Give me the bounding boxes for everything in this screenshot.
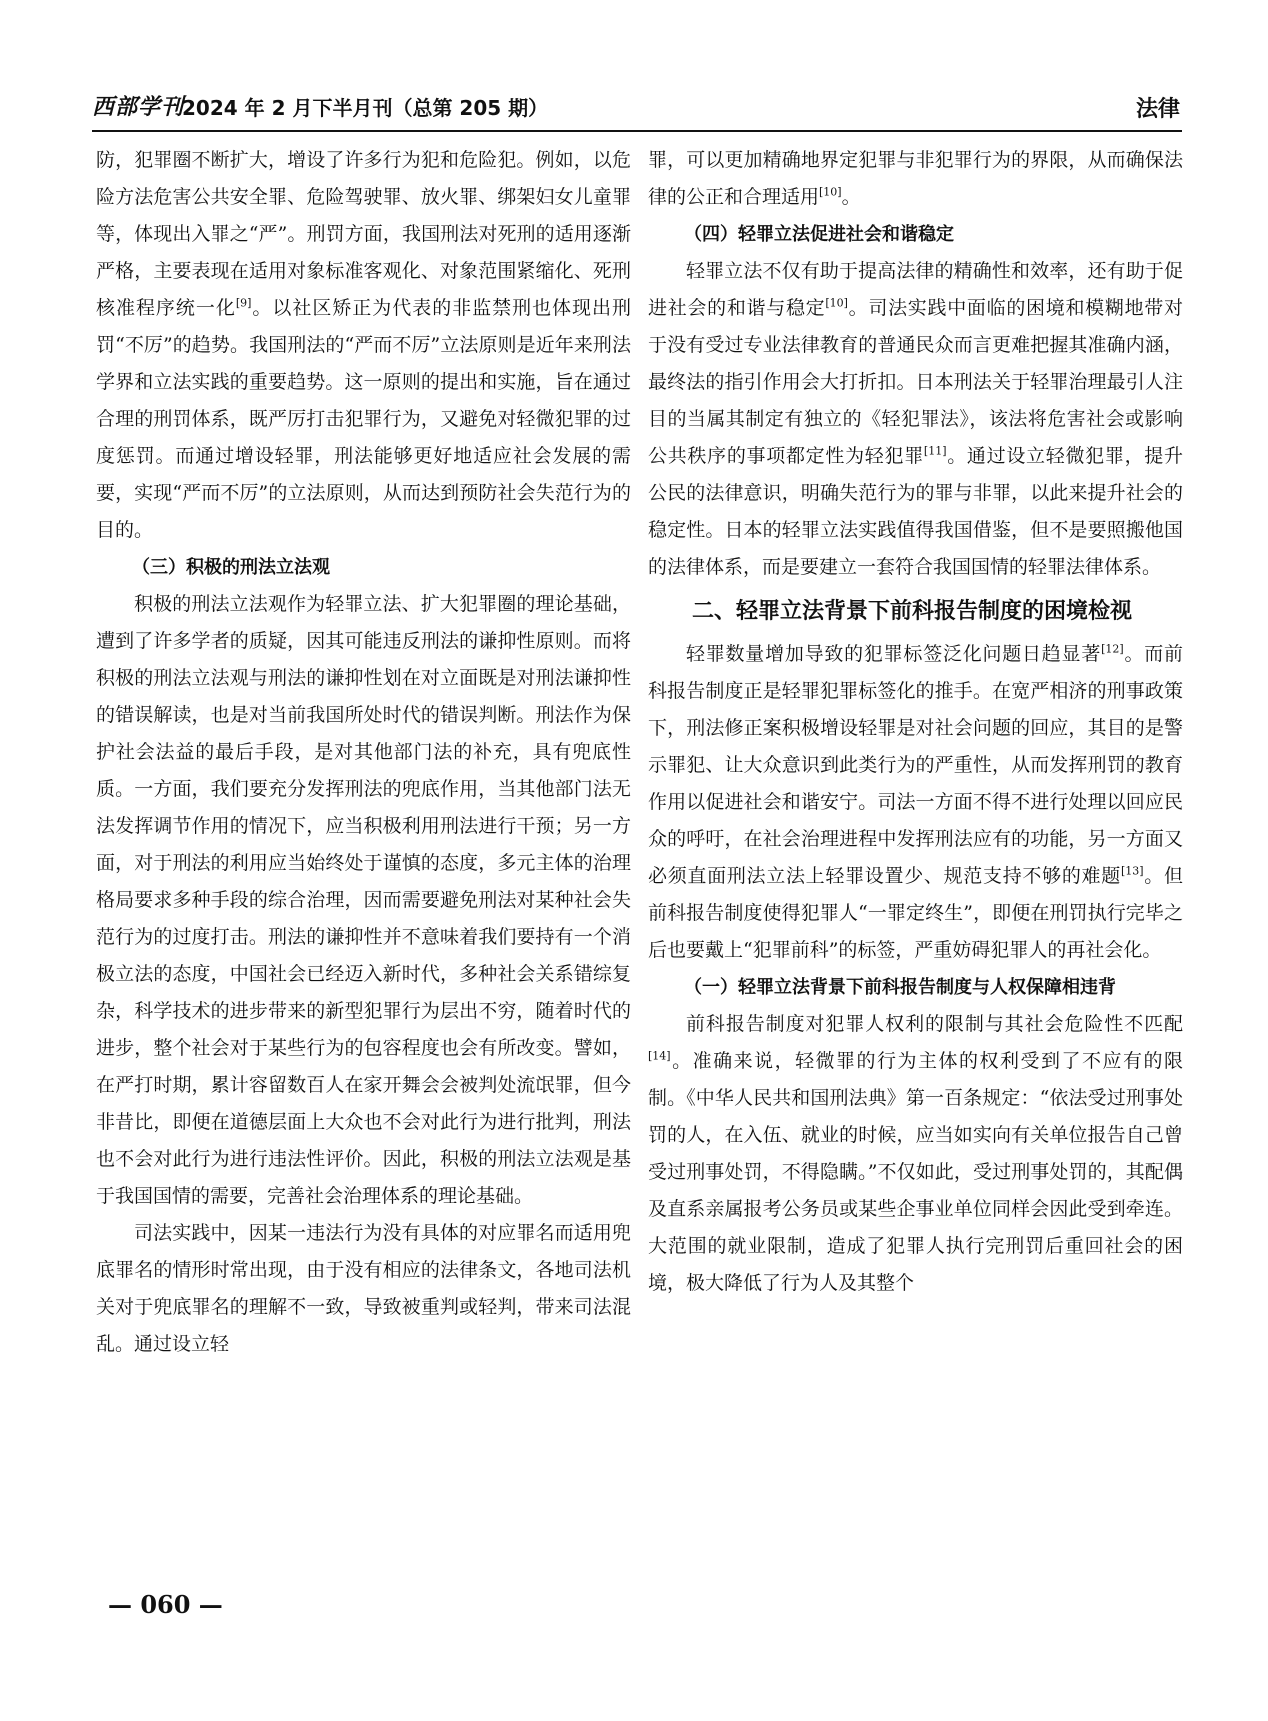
citation-ref: [10] <box>819 185 842 199</box>
citation-ref: [13] <box>1120 864 1144 878</box>
citation-ref: [14] <box>648 1049 671 1063</box>
paragraph-text: 。准确来说，轻微罪的行为主体的权利受到了不应有的限制。《中华人民共和国刑法典》第一百条规定：“依法受过刑事处罚的人，在入伍、就业的时候，应当如实向有关单位报告自己曾受过刑事处罚，不得隐瞒。”不仅如此，受过刑事处罚的，其配偶及直系亲属报考公务员或某些企事业单位同样会因此受到牵连。大范围的就业限制，造成了犯罪人执行完刑罚后重回社会的困境，极大降低了行为人及其整个 <box>648 1050 1183 1294</box>
citation-ref: [10] <box>825 296 848 310</box>
body-paragraph <box>648 142 1183 216</box>
paragraph-text: 。通过设立轻微犯罪，提升公民的法律意识，明确失范行为的罪与非罪，以此来提升社会的稳定性。日本的轻罪立法实践值得我国借鉴，但不是要照搬他国的法律体系，而是要建立一套符合我国国情的轻罪法律体系。 <box>648 445 1183 578</box>
section-tag: 法律 <box>1135 97 1180 122</box>
page-header <box>92 90 1182 132</box>
citation-ref: [11] <box>923 444 947 458</box>
page-number: — 060 — <box>108 1590 223 1619</box>
body-paragraph <box>96 142 631 549</box>
paragraph-text: 司法实践中，因某一违法行为没有具体的对应罪名而适用兜底罪名的情形时常出现，由于没有相应的法律条文，各地司法机关对于兜底罪名的理解不一致，导致被重判或轻判，带来司法混乱。通过设立轻 <box>96 1222 631 1355</box>
paragraph-text: 罪，可以更加精确地界定犯罪与非犯罪行为的界限，从而确保法律的公正和合理适用 <box>648 149 1183 208</box>
paragraph-text: 轻罪立法不仅有助于提高法律的精确性和效率，还有助于促进社会的和谐与稳定 <box>648 260 1183 319</box>
body-paragraph <box>648 253 1183 586</box>
paragraph-text: 前科报告制度对犯罪人权利的限制与其社会危险性不匹配 <box>686 1013 1183 1035</box>
citation-ref: [9] <box>235 296 252 310</box>
paragraph-text: 轻罪数量增加导致的犯罪标签泛化问题日趋显著 <box>686 643 1102 665</box>
body-paragraph <box>648 1006 1183 1302</box>
paragraph-text: 。但前科报告制度使得犯罪人“一罪定终生”，即便在刑罚执行完毕之后也要戴上“犯罪前科”的标签，严重妨碍犯罪人的再社会化。 <box>648 865 1183 961</box>
section-heading: 二、轻罪立法背景下前科报告制度的困境检视 <box>692 599 1133 624</box>
left-column <box>96 142 631 1363</box>
journal-issue: 2024 年 2 月下半月刊（总第 205 期） <box>182 96 549 120</box>
paragraph-text: 积极的刑法立法观作为轻罪立法、扩大犯罪圈的理论基础，遭到了许多学者的质疑，因其可能违反刑法的谦抑性原则。而将积极的刑法立法观与刑法的谦抑性划在对立面既是对刑法谦抑性的错误解读，也是对当前我国所处时代的错误判断。刑法作为保护社会法益的最后手段，是对其他部门法的补充，具有兜底性质。一方面，我们要充分发挥刑法的兜底作用，当其他部门法无法发挥调节作用的情况下，应当积极利用刑法进行干预；另一方面，对于刑法的利用应当始终处于谨慎的态度，多元主体的治理格局要求多种手段的综合治理，因而需要避免刑法对某种社会失范行为的过度打击。刑法的谦抑性并不意味着我们要持有一个消极立法的态度，中国社会已经迈入新时代，多种社会关系错综复杂，科学技术的进步带来的新型犯罪行为层出不穷，随着时代的进步，整个社会对于某些行为的包容程度也会有所改变。譬如，在严打时期，累计容留数百人在家开舞会会被判处流氓罪，但今非昔比，即便在道德层面上大众也不会对此行为进行批判，刑法也不会对此行为进行违法性评价。因此，积极的刑法立法观是基于我国国情的需要，完善社会治理体系的理论基础。 <box>96 593 631 1207</box>
right-column <box>648 142 1183 1302</box>
body-paragraph <box>96 1215 631 1363</box>
paragraph-text: 。而前科报告制度正是轻罪犯罪标签化的推手。在宽严相济的刑事政策下，刑法修正案积极增设轻罪是对社会问题的回应，其目的是警示罪犯、让大众意识到此类行为的严重性，从而发挥刑罚的教育作用以促进社会和谐安宁。司法一方面不得不进行处理以回应民众的呼吁，在社会治理进程中发挥刑法应有的功能，另一方面又必须直面刑法立法上轻罪设置少、规范支持不够的难题 <box>648 643 1183 887</box>
subsection-heading: （一）轻罪立法背景下前科报告制度与人权保障相违背 <box>684 977 1116 998</box>
citation-ref: [12] <box>1101 642 1124 656</box>
paragraph-text: 。司法实践中面临的困境和模糊地带对于没有受过专业法律教育的普通民众而言更难把握其准确内涵，最终法的指引作用会大打折扣。日本刑法关于轻罪治理最引人注目的当属其制定有独立的《轻犯罪法》，该法将危害社会或影响公共秩序的事项都定性为轻犯罪 <box>648 297 1183 467</box>
body-paragraph <box>648 636 1183 969</box>
paragraph-text: 防，犯罪圈不断扩大，增设了许多行为犯和危险犯。例如，以危险方法危害公共安全罪、危险驾驶罪、放火罪、绑架妇女儿童罪等，体现出入罪之“严”。刑罚方面，我国刑法对死刑的适用逐渐严格，主要表现在适用对象标准客观化、对象范围紧缩化、死刑核准程序统一化 <box>96 149 631 319</box>
journal-logo: 西部学刊 <box>92 94 185 120</box>
subsection-heading: （三）积极的刑法立法观 <box>132 557 330 578</box>
paragraph-text: 。 <box>841 186 861 208</box>
subsection-heading: （四）轻罪立法促进社会和谐稳定 <box>684 224 954 245</box>
paragraph-text: 。以社区矫正为代表的非监禁刑也体现出刑罚“不厉”的趋势。我国刑法的“严而不厉”立法原则是近年来刑法学界和立法实践的重要趋势。这一原则的提出和实施，旨在通过合理的刑罚体系，既严厉打击犯罪行为，又避免对轻微犯罪的过度惩罚。而通过增设轻罪，刑法能够更好地适应社会发展的需要，实现“严而不厉”的立法原则，从而达到预防社会失范行为的目的。 <box>96 297 631 541</box>
body-paragraph <box>96 586 631 1215</box>
